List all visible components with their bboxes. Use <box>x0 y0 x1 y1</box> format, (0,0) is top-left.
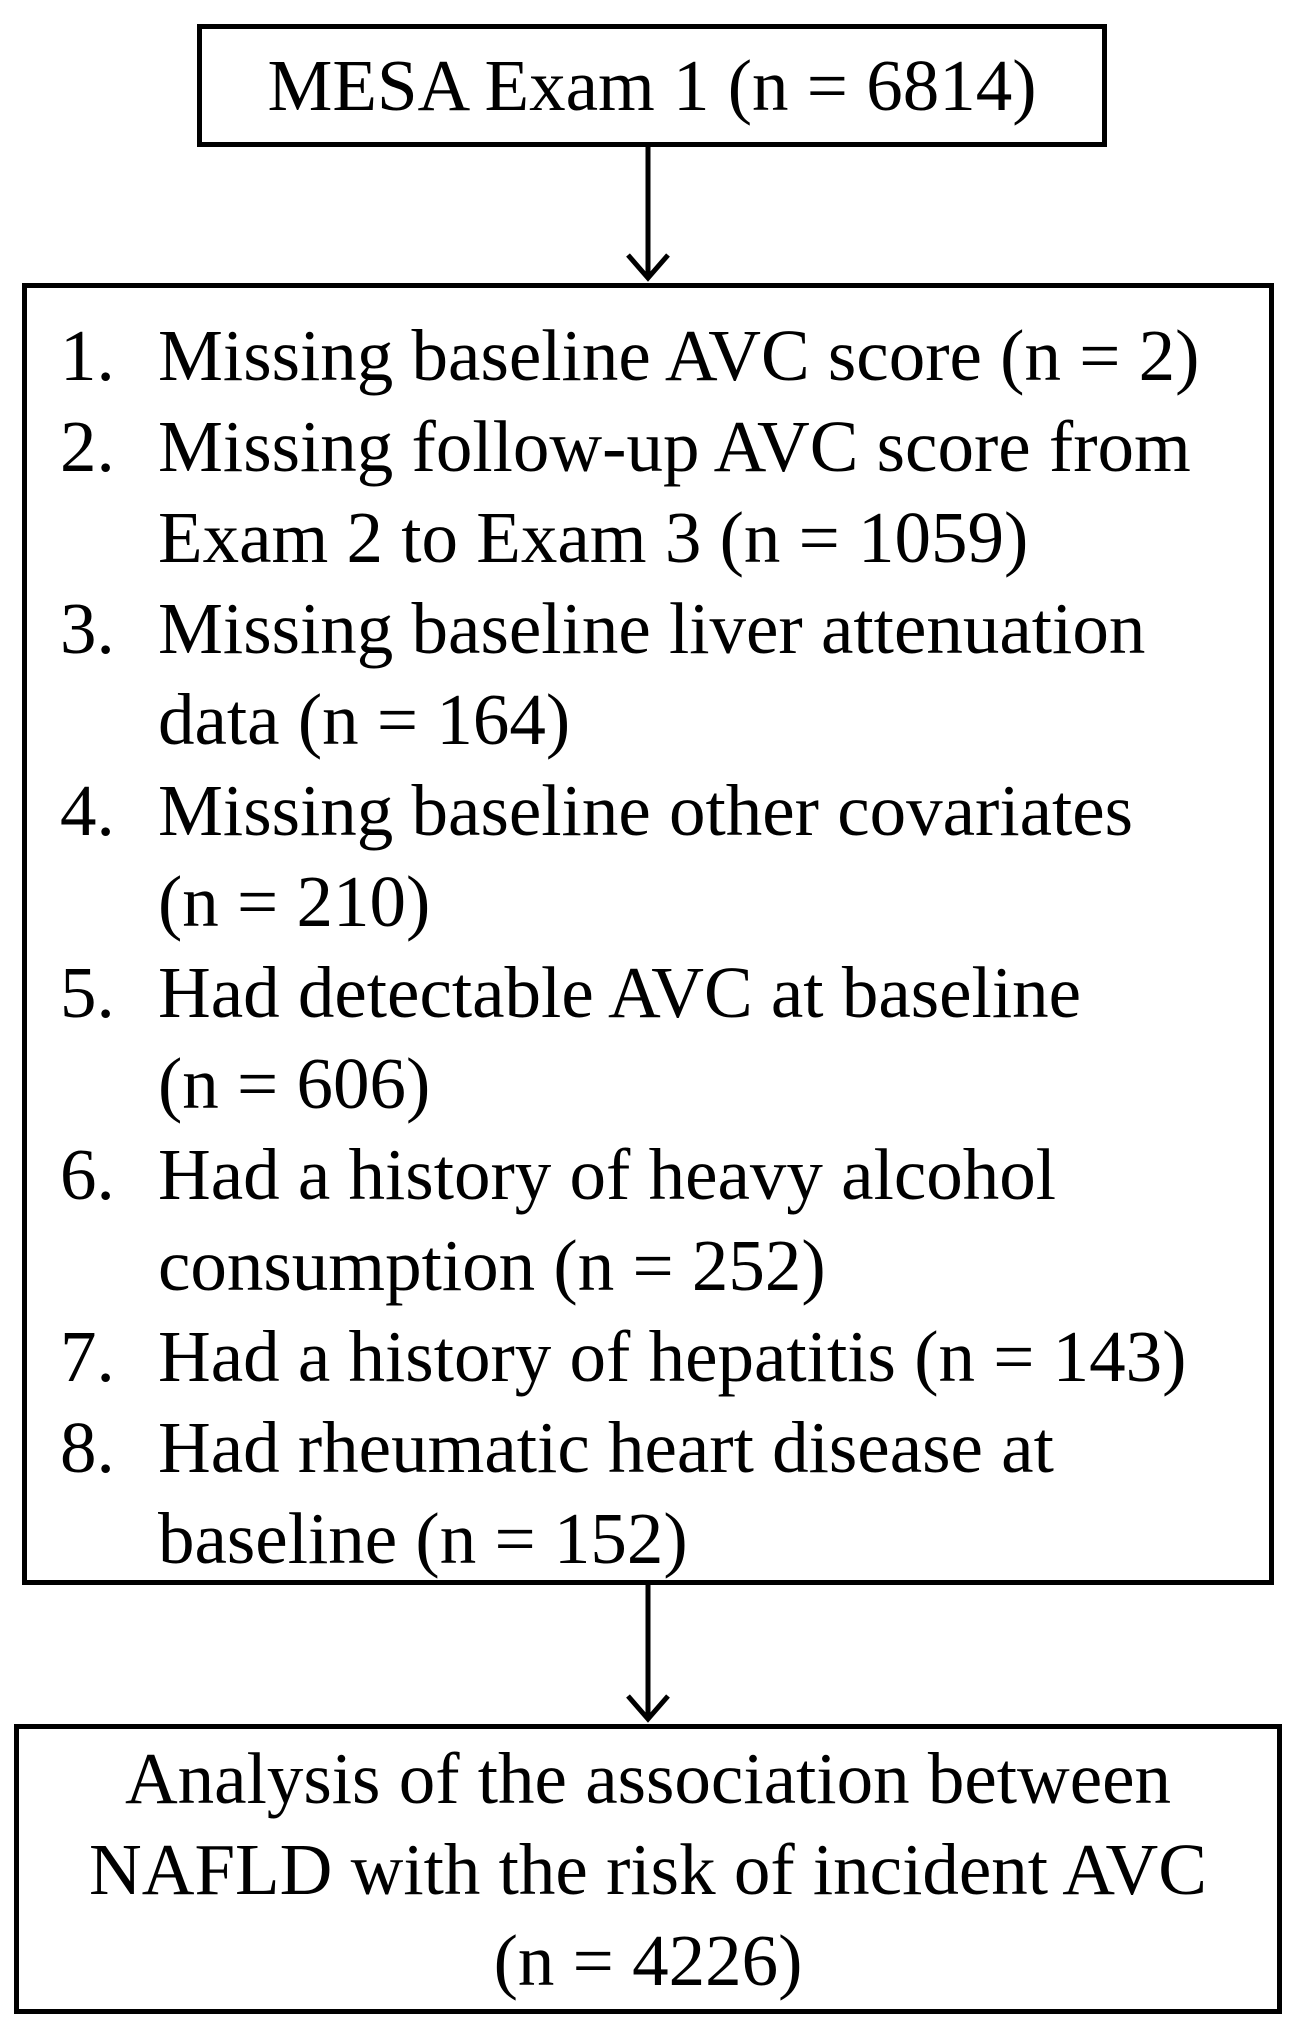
exclusion-item-8 <box>27 1402 1269 1584</box>
item-text-line: Missing baseline other covariates <box>158 770 1134 851</box>
item-text-line: Had detectable AVC at baseline <box>158 952 1082 1033</box>
exclusion-item-6 <box>27 1129 1269 1311</box>
exclusion-item-2 <box>27 401 1269 583</box>
item-text-line: (n = 210) <box>158 861 431 942</box>
exclusion-item-3 <box>27 583 1269 765</box>
item-number: 7. <box>60 1316 115 1397</box>
item-text-line: Had a history of hepatitis (n = 143) <box>158 1316 1187 1397</box>
analysis-line-3: (n = 4226) <box>493 1919 803 2001</box>
item-text-line: (n = 606) <box>158 1043 431 1124</box>
exclusion-item-7 <box>27 1311 1269 1402</box>
exclusion-criteria-box <box>22 283 1274 1585</box>
exclusion-item-1 <box>27 310 1269 401</box>
item-number: 1. <box>60 315 115 396</box>
analysis-line-2: NAFLD with the risk of incident AVC <box>89 1828 1207 1910</box>
item-text-line: data (n = 164) <box>158 679 571 760</box>
item-text-line: Had rheumatic heart disease at <box>158 1407 1054 1488</box>
item-text-line: baseline (n = 152) <box>158 1498 688 1579</box>
exclusion-item-4 <box>27 765 1269 947</box>
arrow-down-2 <box>620 1585 676 1724</box>
item-text-line: Had a history of heavy alcohol <box>158 1134 1057 1215</box>
item-text-line: Exam 2 to Exam 3 (n = 1059) <box>158 497 1029 578</box>
arrow-down-1 <box>620 147 676 283</box>
item-text-line: Missing baseline AVC score (n = 2) <box>158 315 1200 396</box>
item-text-line: consumption (n = 252) <box>158 1225 826 1306</box>
cohort-label: MESA Exam 1 (n = 6814) <box>267 45 1037 126</box>
item-number: 6. <box>60 1134 115 1215</box>
exclusion-item-5 <box>27 947 1269 1129</box>
analysis-line-1: Analysis of the association between <box>124 1737 1172 1819</box>
analysis-box <box>14 1724 1282 2014</box>
item-text-line: Missing baseline liver attenuation <box>158 588 1146 669</box>
exclusion-criteria-list <box>27 310 1269 1584</box>
item-number: 8. <box>60 1407 115 1488</box>
item-number: 5. <box>60 952 115 1033</box>
item-number: 4. <box>60 770 115 851</box>
item-number: 2. <box>60 406 115 487</box>
item-text-line: Missing follow-up AVC score from <box>158 406 1191 487</box>
cohort-box <box>197 24 1107 147</box>
item-number: 3. <box>60 588 115 669</box>
